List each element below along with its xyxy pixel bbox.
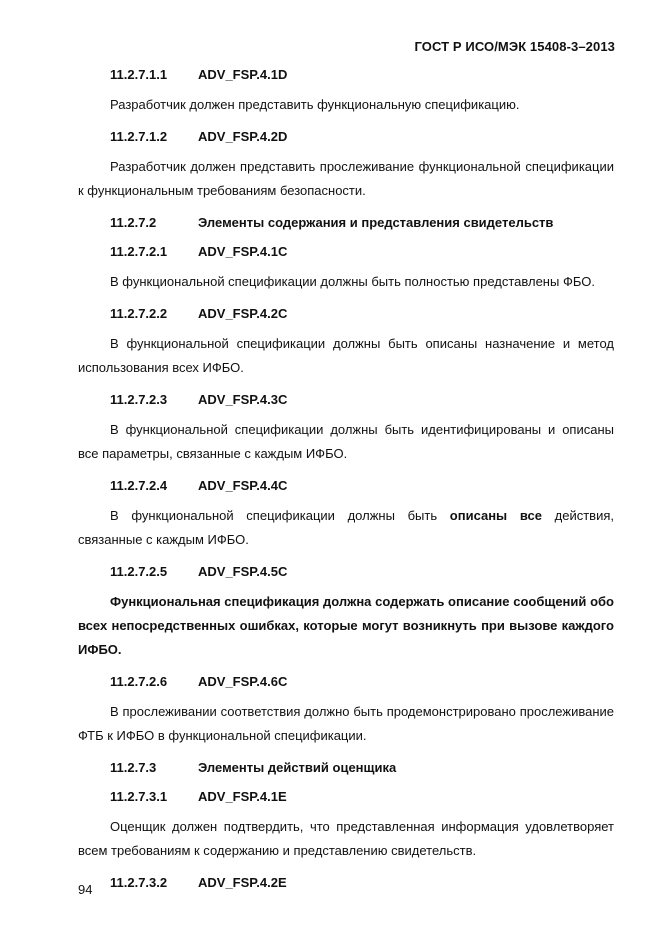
clause-title: ADV_FSP.4.1E	[198, 789, 287, 804]
clause-title: ADV_FSP.4.5C	[198, 564, 288, 579]
clause-title: ADV_FSP.4.2C	[198, 306, 288, 321]
clause-title: ADV_FSP.4.1D	[198, 67, 288, 82]
paragraph: В прослеживании соответствия должно быть продемонстрировано прослеживание ФТБ к ИФБО в функциональной спецификации.	[78, 704, 614, 743]
clause-number: 11.2.7.3.2	[110, 875, 168, 890]
paragraph: В функциональной спецификации должны быть описаны назначение и метод использования всех ИФБО.	[78, 336, 614, 375]
clause-title: ADV_FSP.4.3C	[198, 392, 288, 407]
paragraph: В функциональной спецификации должны быть полностью представлены ФБО.	[110, 274, 595, 289]
paragraph: Оценщик должен подтвердить, что представленная информация удовлетворяет всем требованиям к содержанию и представлению свидетельств.	[78, 819, 614, 858]
clause-number: 11.2.7.2.3	[110, 392, 168, 407]
clause-title: ADV_FSP.4.1C	[198, 244, 288, 259]
paragraph	[78, 504, 614, 552]
clause-number: 11.2.7.3	[110, 760, 157, 775]
clause-number: 11.2.7.1.1	[110, 67, 168, 82]
clause-number: 11.2.7.2.6	[110, 674, 168, 689]
section-heading	[110, 759, 614, 777]
emphasized-text: описаны все	[449, 508, 542, 523]
clause-number: 11.2.7.2.1	[110, 244, 168, 259]
clause-title: ADV_FSP.4.2D	[198, 129, 288, 144]
clause-heading	[110, 874, 614, 892]
clause-title: ADV_FSP.4.2E	[198, 875, 287, 890]
clause-heading	[110, 66, 614, 84]
paragraph: В функциональной спецификации должны быть идентифицированы и описаны все параметры, связанные с каждым ИФБО.	[78, 422, 614, 461]
section-heading	[110, 214, 614, 232]
clause-number: 11.2.7.2.5	[110, 564, 168, 579]
clause-heading	[110, 788, 614, 806]
clause-title: ADV_FSP.4.6C	[198, 674, 288, 689]
paragraph: Разработчик должен представить прослеживание функциональной спецификации к функциональным требованиям безопасности.	[78, 159, 614, 198]
clause-number: 11.2.7.1.2	[110, 129, 168, 144]
bold-paragraph: Функциональная спецификация должна содержать описание сообщений обо всех непосредственных ошибках, которые могут возникнуть при вызове каждого ИФБО.	[78, 594, 614, 657]
clause-number: 11.2.7.2.4	[110, 478, 168, 493]
clause-number: 11.2.7.2	[110, 215, 157, 230]
clause-number: 11.2.7.2.2	[110, 306, 168, 321]
clause-heading	[110, 391, 614, 409]
clause-title: Элементы действий оценщика	[198, 760, 397, 775]
paragraph-text: действия, связанные с каждым ИФБО.	[78, 508, 614, 547]
clause-heading	[110, 243, 614, 261]
clause-heading	[110, 477, 614, 495]
document-header: ГОСТ Р ИСО/МЭК 15408-3–2013	[414, 39, 615, 54]
clause-heading	[110, 673, 614, 691]
clause-heading	[110, 305, 614, 323]
clause-title: Элементы содержания и представления свидетельств	[198, 215, 554, 230]
clause-number: 11.2.7.3.1	[110, 789, 168, 804]
document-body	[78, 66, 614, 892]
page-number: 94	[78, 882, 93, 897]
clause-title: ADV_FSP.4.4C	[198, 478, 288, 493]
clause-heading	[110, 563, 614, 581]
paragraph: Разработчик должен представить функциональную спецификацию.	[110, 97, 520, 112]
paragraph-text: В функциональной спецификации должны быть	[110, 508, 450, 523]
clause-heading	[110, 128, 614, 146]
